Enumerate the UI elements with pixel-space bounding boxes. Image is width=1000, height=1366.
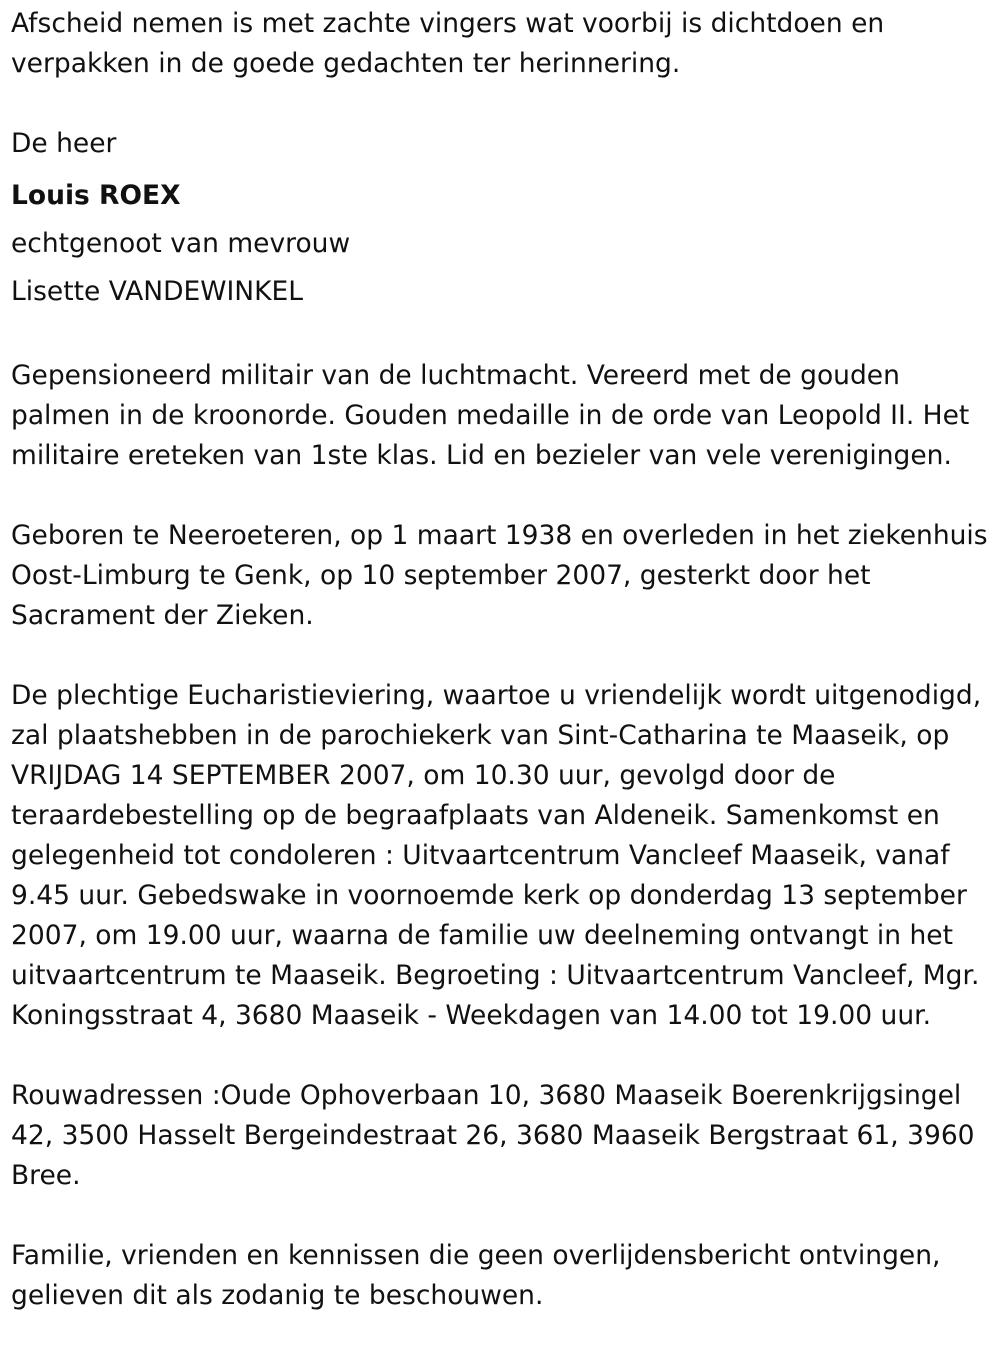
biography-paragraph: Gepensioneerd militair van de luchtmacht. Vereerd met de gouden palmen in de kroonorde. Gouden medaille in de orde van Leopold II. Het militaire ereteken van 1ste klas. Lid en bezieler van vele verenigingen. [11, 360, 970, 471]
birth-death-paragraph: Geboren te Neeroeteren, op 1 maart 1938 en overleden in het ziekenhuis Oost-Limburg te Genk, op 10 september 2007, gesterkt door het Sacrament der Zieken. [11, 520, 988, 631]
deceased-name: Louis ROEX [11, 180, 181, 211]
paragraph-spacer [11, 476, 990, 516]
spouse-name: Lisette VANDEWINKEL [11, 276, 304, 307]
deceased-block [11, 124, 990, 316]
mourning-addresses-paragraph: Rouwadressen :Oude Ophoverbaan 10, 3680 Maaseik Boerenkrijgsingel 42, 3500 Hasselt Bergeindestraat 26, 3680 Maaseik Bergstraat 61, 3960 Bree. [11, 1080, 975, 1191]
salutation: De heer [11, 128, 117, 159]
relation-text: echtgenoot van mevrouw [11, 228, 351, 259]
paragraph-spacer [11, 1196, 990, 1236]
paragraph-spacer [11, 316, 990, 356]
paragraph-spacer [11, 84, 990, 124]
paragraph-spacer [11, 1036, 990, 1076]
paragraph-spacer [11, 636, 990, 676]
closing-note-paragraph: Familie, vrienden en kennissen die geen overlijdensbericht ontvingen, gelieven dit als zodanig te beschouwen. [11, 1240, 941, 1311]
opening-quote: Afscheid nemen is met zachte vingers wat voorbij is dichtdoen en verpakken in de goede gedachten ter herinnering. [11, 8, 885, 79]
ceremony-paragraph: De plechtige Eucharistieviering, waartoe u vriendelijk wordt uitgenodigd, zal plaatshebben in de parochiekerk van Sint-Catharina te Maaseik, op VRIJDAG 14 SEPTEMBER 2007, om 10.30 uur, gevolgd door de teraardebestelling op de begraafplaats van Aldeneik. Samenkomst en gelegenheid tot condoleren : Uitvaartcentrum Vancleef Maaseik, vanaf 9.45 uur. Gebedswake in voornoemde kerk op donderdag 13 september 2007, om 19.00 uur, waarna de familie uw deelneming ontvangt in het uitvaartcentrum te Maaseik. Begroeting : Uitvaartcentrum Vancleef, Mgr. Koningsstraat 4, 3680 Maaseik - Weekdagen van 14.00 tot 19.00 uur. [11, 680, 982, 1031]
